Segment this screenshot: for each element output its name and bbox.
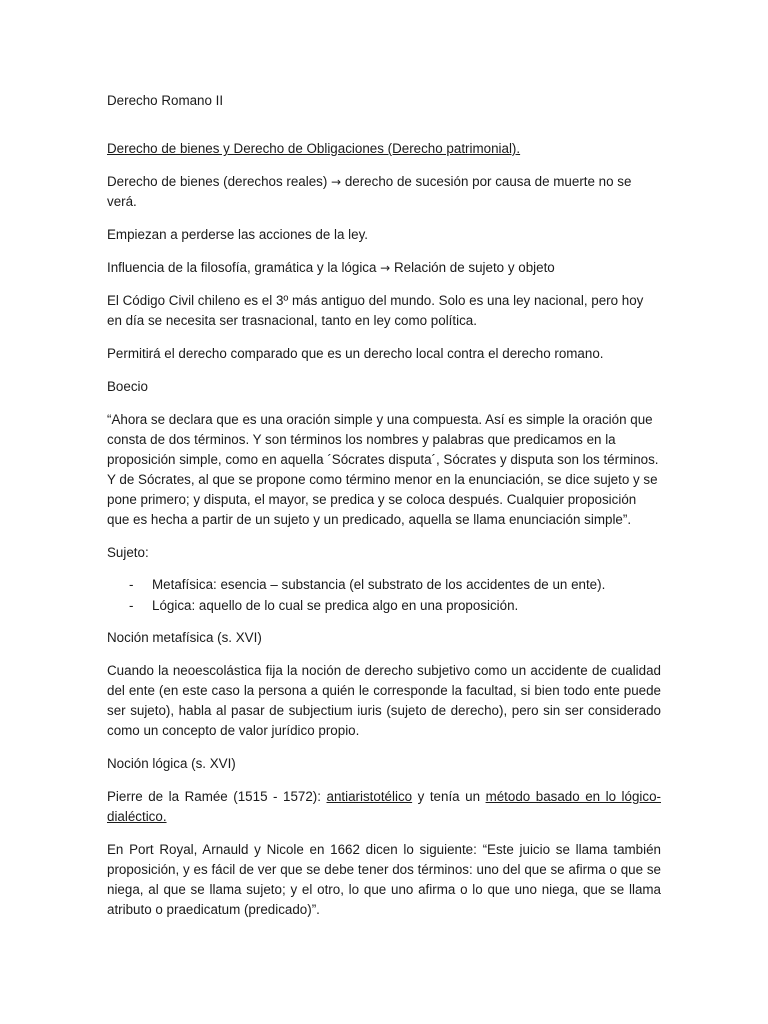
underlined-phrase: método basado en lo lógico-dialéctico.	[107, 789, 661, 824]
sujeto-list	[107, 574, 661, 616]
heading-nocion-metafisica: Noción metafísica (s. XVI)	[107, 630, 262, 645]
paragraph-derecho-bienes	[107, 172, 661, 212]
list-item	[107, 574, 661, 595]
list-item	[107, 595, 661, 616]
list-item-text: Lógica: aquello de lo cual se predica algo en una proposición.	[152, 598, 519, 613]
arrow-right-icon: →	[380, 261, 391, 275]
paragraph-acciones: Empiezan a perderse las acciones de la ley.	[107, 227, 369, 242]
arrow-right-icon: →	[331, 175, 342, 189]
paragraph-neoescolastica: Cuando la neoescolástica fija la noción de derecho subjetivo como un accidente de cualidad del ente (en este caso la persona a quién le corresponde la facultad, si bien todo ente puede ser sujeto), habla al pasar de subjectium iuris (sujeto de derecho), pero sin ser considerado como un concepto de valor jurídico propio.	[107, 663, 661, 738]
paragraph-boecio: Boecio	[107, 379, 148, 394]
paragraph-influencia	[107, 258, 661, 278]
dash-bullet: -	[129, 577, 134, 592]
paragraph-text: Pierre de la Ramée (1515 - 1572):	[107, 789, 327, 804]
paragraph-text: Relación de sujeto y objeto	[390, 260, 555, 275]
paragraph-pierre-ramee	[107, 787, 661, 827]
paragraph-port-royal: En Port Royal, Arnauld y Nicole en 1662 dicen lo siguiente: “Este juicio se llama también proposición, y es fácil de ver que se debe tener dos términos: uno del que se afirma o que se niega, al que se llama sujeto; y el otro, lo que uno afirma o lo que uno niega, que se llama atributo o praedicatum (predicado)”.	[107, 842, 661, 917]
underlined-term: antiaristotélico	[326, 789, 413, 804]
document-body	[107, 91, 661, 933]
paragraph-sujeto: Sujeto:	[107, 545, 149, 560]
heading-nocion-logica: Noción lógica (s. XVI)	[107, 756, 236, 771]
document-title: Derecho Romano II	[107, 93, 224, 108]
dash-bullet: -	[129, 598, 134, 613]
paragraph-codigo-civil: El Código Civil chileno es el 3º más antiguo del mundo. Solo es una ley nacional, pero hoy en día se necesita ser trasnacional, tanto en ley como política.	[107, 293, 644, 328]
paragraph-text: Derecho de bienes (derechos reales)	[107, 174, 332, 189]
list-item-text: Metafísica: esencia – substancia (el substrato de los accidentes de un ente).	[152, 577, 606, 592]
paragraph-permitira: Permitirá el derecho comparado que es un derecho local contra el derecho romano.	[107, 346, 604, 361]
quote-boecio: “Ahora se declara que es una oración simple y una compuesta. Así es simple la oración que consta de dos términos. Y son términos los nombres y palabras que predicamos en la proposición simple, como en aquella ´Sócrates disputa´, Sócrates y disputa son los términos. Y de Sócrates, al que se propone como término menor en la enunciación, se dice sujeto y se pone primero; y disputa, el mayor, se predica y se coloca después. Cualquier proposición que es hecha a partir de un sujeto y un predicado, aquella se llama enunciación simple”.	[107, 412, 659, 527]
section-heading: Derecho de bienes y Derecho de Obligaciones (Derecho patrimonial).	[107, 141, 521, 156]
paragraph-text: derecho de sucesión por causa de muerte no se verá.	[107, 174, 632, 209]
paragraph-text: y tenía un	[412, 789, 486, 804]
paragraph-text: Influencia de la filosofía, gramática y la lógica	[107, 260, 381, 275]
